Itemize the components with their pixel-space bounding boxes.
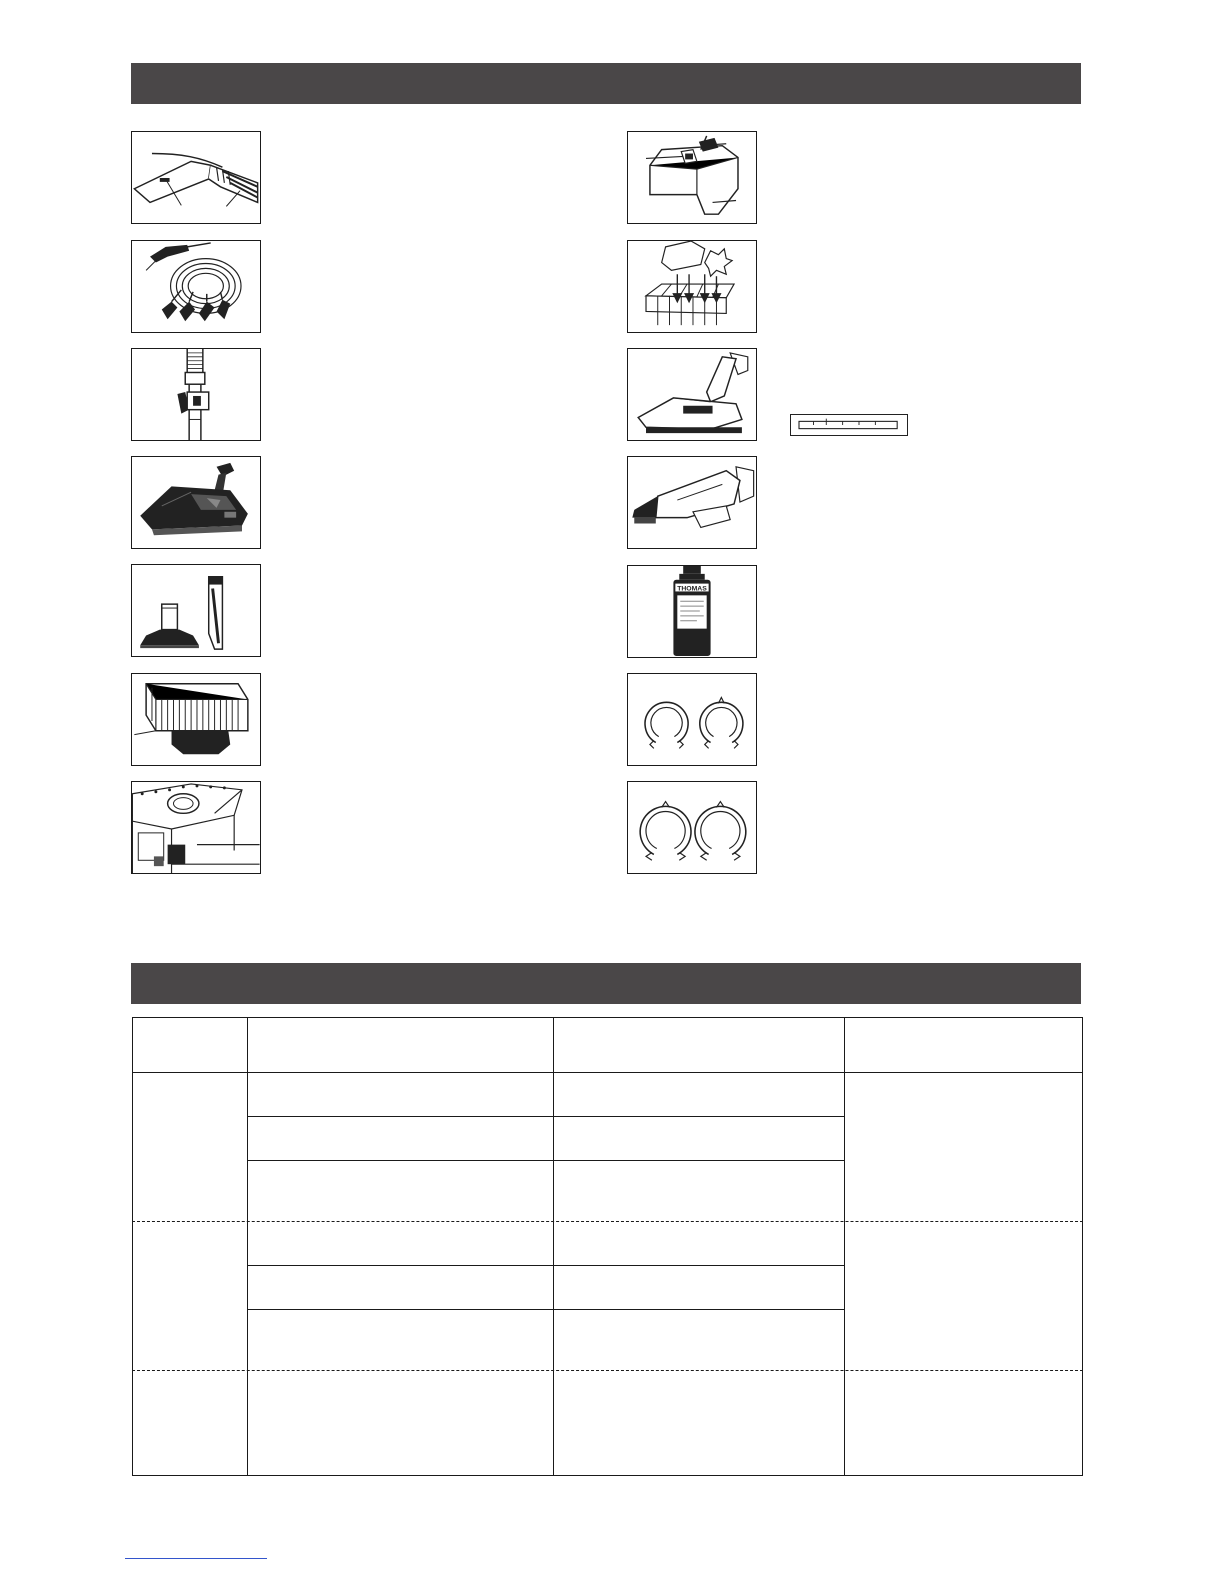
hepa-filter-image — [131, 673, 261, 766]
table-remedy-cell — [844, 1221, 1082, 1370]
table-remedy-cell — [844, 1370, 1082, 1475]
table-header-cell — [132, 1017, 247, 1072]
accessories-header-band — [131, 63, 1081, 104]
table-cause-cell — [247, 1309, 553, 1370]
hose-handle-image — [131, 131, 261, 224]
clip-rings-large-icon — [628, 782, 756, 873]
table-right-border — [1082, 1017, 1083, 1476]
table-header-cell — [844, 1017, 1082, 1072]
table-solution-cell — [553, 1116, 844, 1160]
table-remedy-cell — [844, 1072, 1082, 1221]
appliance-interior-icon — [132, 782, 260, 873]
telescopic-tube-image — [131, 348, 261, 441]
hose-handle-icon — [132, 132, 260, 223]
table-cause-cell — [247, 1116, 553, 1160]
upholstery-spray-nozzle-icon — [628, 457, 756, 548]
table-solution-cell — [553, 1309, 844, 1370]
upholstery-spray-nozzle-image — [627, 456, 757, 549]
troubleshooting-header-band — [131, 963, 1081, 1004]
carpet-spray-nozzle-image — [627, 348, 757, 441]
cleaning-agent-bottle-icon — [628, 566, 756, 657]
table-bottom-border — [132, 1475, 1083, 1476]
hepa-filter-icon — [132, 674, 260, 765]
bottle-brand-label: THOMAS — [677, 585, 707, 593]
table-header-cell — [247, 1017, 553, 1072]
filter-cassette-icon — [628, 241, 756, 332]
table-problem-cell — [132, 1221, 247, 1370]
table-solution-cell — [553, 1221, 844, 1265]
upholstery-and-crevice-nozzle-icon — [132, 565, 260, 656]
table-cause-cell — [247, 1072, 553, 1116]
filter-cassette-image — [627, 240, 757, 333]
floor-nozzle-icon — [132, 457, 260, 548]
cleaning-agent-bottle-image — [627, 565, 757, 658]
telescopic-tube-icon — [132, 349, 260, 440]
table-header-cell — [553, 1017, 844, 1072]
clip-rings-small-image — [627, 673, 757, 766]
table-cause-cell — [247, 1221, 553, 1265]
table-solution-cell — [553, 1072, 844, 1116]
table-cause-cell — [247, 1160, 553, 1221]
nozzles-image — [131, 564, 261, 657]
nozzle-insert-image — [790, 414, 908, 436]
table-solution-cell — [553, 1160, 844, 1221]
table-problem-cell — [132, 1370, 247, 1475]
water-tank-image — [627, 131, 757, 224]
clip-rings-large-image — [627, 781, 757, 874]
table-cause-cell — [247, 1265, 553, 1309]
appliance-interior-image — [131, 781, 261, 874]
table-cause-cell — [247, 1370, 553, 1475]
troubleshooting-header-text — [131, 973, 145, 993]
hose-connector-icon — [132, 241, 260, 332]
accessories-header-text — [131, 73, 145, 93]
table-solution-cell — [553, 1265, 844, 1309]
water-tank-icon — [628, 132, 756, 223]
hose-connector-image — [131, 240, 261, 333]
table-problem-cell — [132, 1072, 247, 1221]
footer-link-underline[interactable] — [125, 1558, 267, 1559]
table-solution-cell — [553, 1370, 844, 1475]
nozzle-insert-icon — [791, 415, 907, 435]
clip-rings-small-icon — [628, 674, 756, 765]
carpet-spray-nozzle-icon — [628, 349, 756, 440]
floor-nozzle-image — [131, 456, 261, 549]
